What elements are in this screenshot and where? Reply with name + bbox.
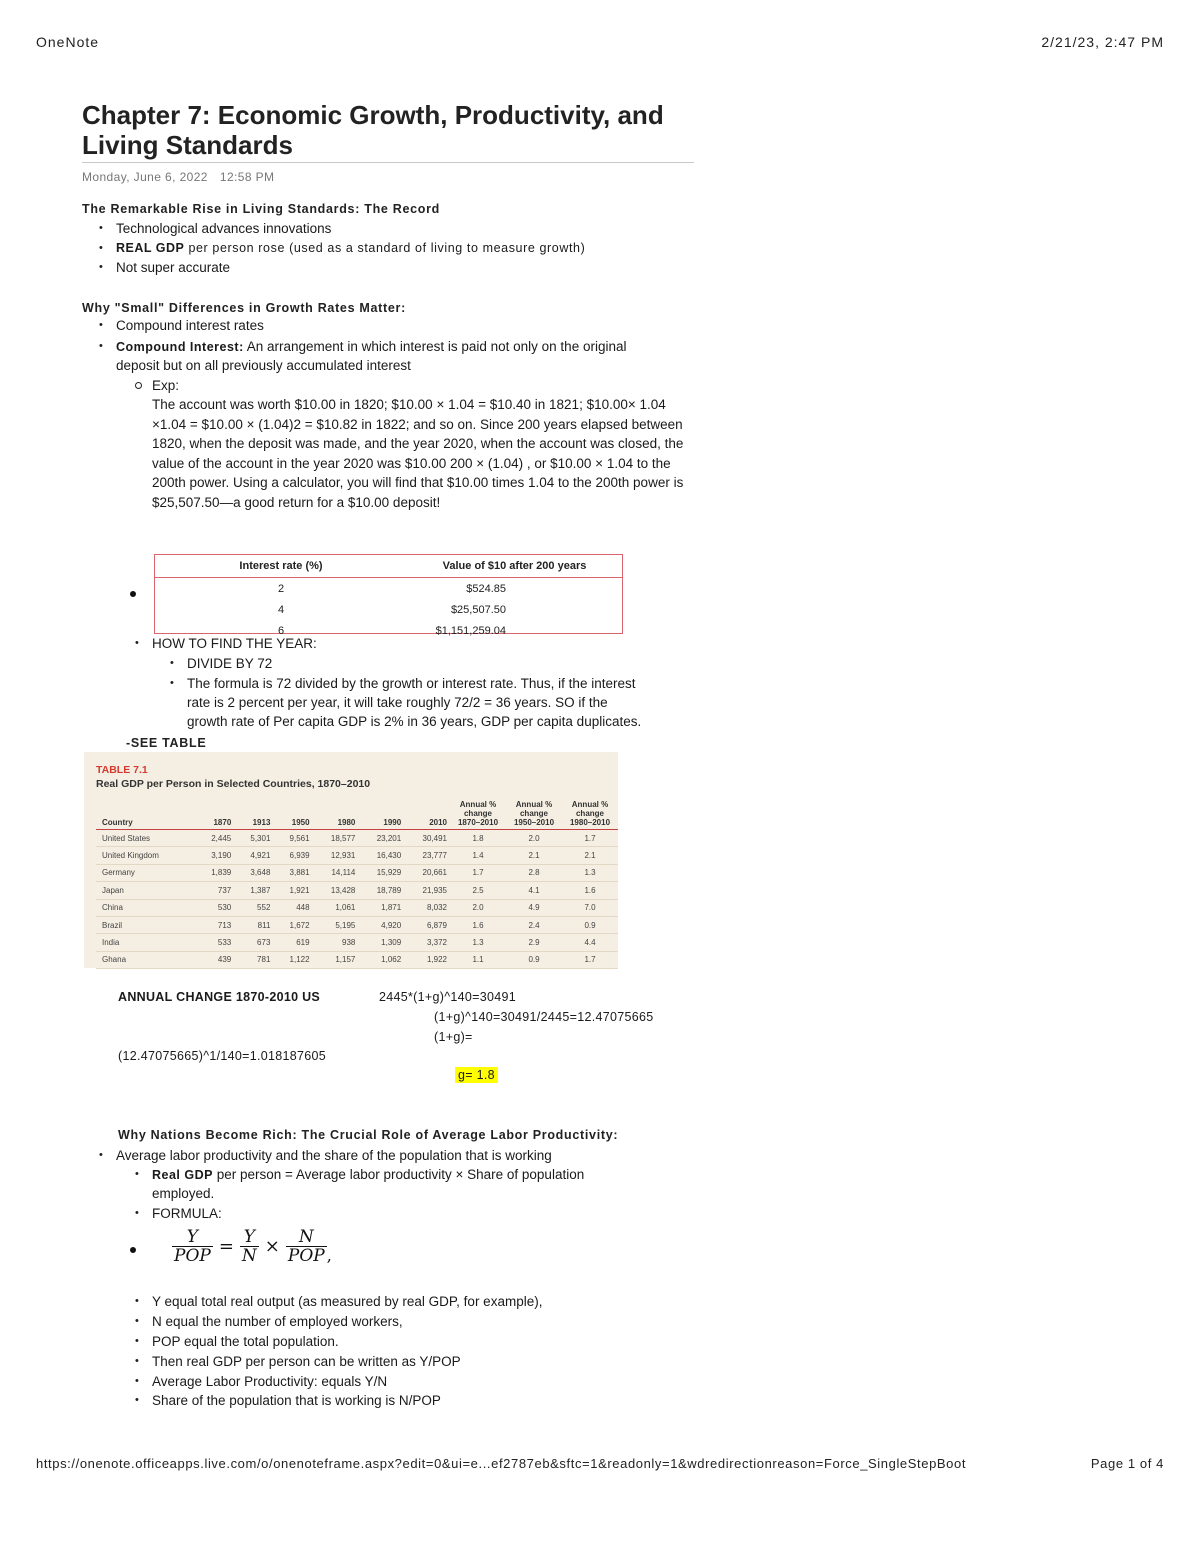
note-time: 12:58 PM xyxy=(219,170,275,184)
list-item: Then real GDP per person can be written as Y/POP xyxy=(152,1354,461,1369)
value-cell: 1.3 xyxy=(450,934,506,951)
calc-result-highlight: g= 1.8 xyxy=(455,1067,498,1083)
value-cell: 1,871 xyxy=(358,899,404,916)
section-heading-record: The Remarkable Rise in Living Standards: The Record xyxy=(82,202,441,216)
value-cell: 2.9 xyxy=(506,934,562,951)
term-text: An arrangement in which interest is paid not only on the original xyxy=(243,339,627,354)
value-cell: 6,939 xyxy=(273,847,312,864)
value-cell: 1.7 xyxy=(562,830,618,847)
value-cell: 1,921 xyxy=(273,882,312,899)
value-cell: 12,931 xyxy=(313,847,359,864)
bullet: • xyxy=(99,1149,103,1161)
list-item: N equal the number of employed workers, xyxy=(152,1314,403,1329)
value-cell: 448 xyxy=(273,899,312,916)
bullet: • xyxy=(170,677,174,689)
value-cell: 1,061 xyxy=(313,899,359,916)
list-item: FORMULA: xyxy=(152,1206,222,1221)
list-item: Not super accurate xyxy=(116,260,231,275)
list-item: The formula is 72 divided by the growth or interest rate. Thus, if the interest xyxy=(187,676,636,691)
see-table-note: -SEE TABLE xyxy=(126,736,207,750)
value-cell: 737 xyxy=(195,882,234,899)
col-header: Value of $10 after 200 years xyxy=(407,555,622,578)
bullet: • xyxy=(135,1394,139,1406)
table-row xyxy=(96,864,618,881)
example-paragraph: The account was worth $10.00 in 1820; $10.00 × 1.04 = $10.40 in 1821; $10.00× 1.04 ×1.04 = $10.00 × (1.04)2 = $10.82 in 1822; and so on. Since 200 years elapsed between 1820, when the deposit was made, and the year 2020, when the account was closed, the value of the account in the year 2020 was $10.00 200 × (1.04) , or $10.00 × 1.04 to the 200th power. Using a calculator, you will find that $10.00 times 1.04 to the 200th power is $25,507.50—a good return for a $10.00 deposit! xyxy=(152,397,684,510)
table-body xyxy=(96,830,618,969)
page-number: Page 1 of 4 xyxy=(1090,1456,1164,1471)
list-item: Technological advances innovations xyxy=(116,221,332,236)
table-row xyxy=(96,916,618,933)
note-date xyxy=(82,170,274,184)
list-item xyxy=(116,239,585,259)
value-cell: 2.8 xyxy=(506,864,562,881)
value-cell: 23,777 xyxy=(404,847,450,864)
col-header: 1913 xyxy=(234,800,273,830)
value-cell: 1,309 xyxy=(358,934,404,951)
note-day: Monday, June 6, 2022 xyxy=(82,170,208,184)
bullet: • xyxy=(135,637,139,649)
value-cell: 3,372 xyxy=(404,934,450,951)
bullet: • xyxy=(135,1207,139,1219)
value-cell: 1,122 xyxy=(273,951,312,968)
value-cell: 811 xyxy=(234,916,273,933)
cell: 2 xyxy=(277,582,285,595)
list-item xyxy=(116,337,626,358)
value-cell: 2.1 xyxy=(562,847,618,864)
numerator: Y xyxy=(186,1227,199,1247)
value-cell: 1.3 xyxy=(562,864,618,881)
section-heading-nations-rich: Why Nations Become Rich: The Crucial Role of Average Labor Productivity: xyxy=(118,1128,619,1142)
value-cell: 15,929 xyxy=(358,864,404,881)
term-text: per person = Average labor productivity × Share of population xyxy=(212,1167,585,1182)
fraction-n-pop xyxy=(286,1228,327,1265)
value-cell: 2.0 xyxy=(450,899,506,916)
col-header: 1990 xyxy=(358,800,404,830)
value-cell: 9,561 xyxy=(273,830,312,847)
country-cell: United Kingdom xyxy=(96,847,195,864)
hollow-bullet xyxy=(135,382,142,389)
value-cell: 8,032 xyxy=(404,899,450,916)
list-item: Share of the population that is working is N/POP xyxy=(152,1393,441,1408)
cell: $1,151,259.04 xyxy=(435,624,506,637)
value-cell: 2,445 xyxy=(195,830,234,847)
interest-table xyxy=(154,554,623,637)
value-cell: 4,920 xyxy=(358,916,404,933)
list-item: DIVIDE BY 72 xyxy=(187,656,273,671)
section-heading-growth-rates: Why "Small" Differences in Growth Rates Matter: xyxy=(82,301,406,315)
value-cell: 530 xyxy=(195,899,234,916)
value-cell: 673 xyxy=(234,934,273,951)
value-cell: 5,301 xyxy=(234,830,273,847)
bold-term: REAL GDP xyxy=(116,241,185,255)
fraction-y-pop xyxy=(172,1228,213,1265)
value-cell: 1,922 xyxy=(404,951,450,968)
calc-line: (12.47075665)^1/140=1.018187605 xyxy=(118,1049,327,1063)
bullet: • xyxy=(99,340,103,352)
bullet: • xyxy=(135,1335,139,1347)
value-cell: 5,195 xyxy=(313,916,359,933)
table-row xyxy=(96,899,618,916)
col-header: Country xyxy=(96,800,195,830)
cell: 4 xyxy=(277,603,285,616)
country-cell: United States xyxy=(96,830,195,847)
bullet: • xyxy=(135,1315,139,1327)
comma: , xyxy=(326,1246,332,1265)
value-cell: 1.8 xyxy=(450,830,506,847)
print-datetime: 2/21/23, 2:47 PM xyxy=(1041,34,1164,50)
value-cell: 4,921 xyxy=(234,847,273,864)
value-cell: 533 xyxy=(195,934,234,951)
table-7-1 xyxy=(84,752,618,968)
value-cell: 1.6 xyxy=(562,882,618,899)
list-item-continued: rate is 2 percent per year, it will take roughly 72/2 = 36 years. SO if the xyxy=(187,695,608,710)
list-item-continued: employed. xyxy=(152,1186,215,1201)
table-row xyxy=(96,882,618,899)
page-url: https://onenote.officeapps.live.com/o/onenoteframe.aspx?edit=0&ui=e...ef2787eb&sftc=1&readonly=1&wdredirectionreason=Force_SingleStepBoot xyxy=(36,1456,967,1471)
value-cell: 1,839 xyxy=(195,864,234,881)
app-name: OneNote xyxy=(36,34,100,50)
value-cell: 23,201 xyxy=(358,830,404,847)
bullet xyxy=(130,1247,136,1253)
col-header: Annual % change 1950–2010 xyxy=(506,800,562,830)
bullet: • xyxy=(135,1375,139,1387)
value-cell: 0.9 xyxy=(562,916,618,933)
times-sign: × xyxy=(264,1236,280,1257)
calc-result-wrap xyxy=(455,1068,498,1082)
value-cell: 0.9 xyxy=(506,951,562,968)
value-cell: 20,661 xyxy=(404,864,450,881)
col-header: Annual % change 1870–2010 xyxy=(450,800,506,830)
list-item: Average labor productivity and the share of the population that is working xyxy=(116,1148,552,1163)
value-cell: 13,428 xyxy=(313,882,359,899)
calc-line: (1+g)^140=30491/2445=12.47075665 xyxy=(434,1010,654,1024)
value-cell: 713 xyxy=(195,916,234,933)
productivity-formula xyxy=(172,1228,332,1265)
denominator: N xyxy=(241,1246,257,1266)
cell: 6 xyxy=(277,624,285,637)
table-row xyxy=(96,934,618,951)
table-row xyxy=(155,599,622,620)
example-label: Exp: xyxy=(152,378,180,393)
value-cell: 3,648 xyxy=(234,864,273,881)
col-header: 2010 xyxy=(404,800,450,830)
country-cell: Japan xyxy=(96,882,195,899)
list-item: Average Labor Productivity: equals Y/N xyxy=(152,1374,388,1389)
value-cell: 16,430 xyxy=(358,847,404,864)
calc-label: ANNUAL CHANGE 1870-2010 US xyxy=(118,990,321,1004)
value-cell: 30,491 xyxy=(404,830,450,847)
value-cell: 4.9 xyxy=(506,899,562,916)
col-header: Annual % change 1980–2010 xyxy=(562,800,618,830)
term-text: per person rose (used as a standard of living to measure growth) xyxy=(184,241,586,255)
col-header: 1870 xyxy=(195,800,234,830)
country-cell: China xyxy=(96,899,195,916)
value-cell: 7.0 xyxy=(562,899,618,916)
table-label: TABLE 7.1 xyxy=(96,764,148,776)
bullet xyxy=(130,591,136,597)
bullet: • xyxy=(170,657,174,669)
bullet: • xyxy=(99,261,103,273)
cell: $25,507.50 xyxy=(450,603,506,616)
value-cell: 2.0 xyxy=(506,830,562,847)
value-cell: 1,387 xyxy=(234,882,273,899)
value-cell: 2.1 xyxy=(506,847,562,864)
calc-line: (1+g)= xyxy=(434,1030,473,1044)
value-cell: 552 xyxy=(234,899,273,916)
value-cell: 4.4 xyxy=(562,934,618,951)
fraction-y-n xyxy=(240,1228,259,1265)
value-cell: 1,157 xyxy=(313,951,359,968)
value-cell: 619 xyxy=(273,934,312,951)
bullet: • xyxy=(99,319,103,331)
value-cell: 1,672 xyxy=(273,916,312,933)
country-cell: Germany xyxy=(96,864,195,881)
bullet: • xyxy=(99,222,103,234)
value-cell: 3,881 xyxy=(273,864,312,881)
numerator: Y xyxy=(243,1227,255,1247)
bullet: • xyxy=(135,1168,139,1180)
equals-sign: = xyxy=(218,1236,234,1257)
list-item: Compound interest rates xyxy=(116,318,264,333)
list-item-continued: growth rate of Per capita GDP is 2% in 36 years, GDP per capita duplicates. xyxy=(187,714,642,729)
col-header: 1980 xyxy=(313,800,359,830)
country-cell: Brazil xyxy=(96,916,195,933)
table-row xyxy=(96,847,618,864)
list-item-continued: deposit but on all previously accumulated interest xyxy=(116,358,411,373)
calc-line: 2445*(1+g)^140=30491 xyxy=(379,990,516,1004)
country-cell: India xyxy=(96,934,195,951)
col-header: Interest rate (%) xyxy=(155,555,407,578)
table-title: Real GDP per Person in Selected Countries, 1870–2010 xyxy=(96,778,371,790)
bullet: • xyxy=(99,242,103,254)
value-cell: 2.5 xyxy=(450,882,506,899)
value-cell: 2.4 xyxy=(506,916,562,933)
value-cell: 938 xyxy=(313,934,359,951)
value-cell: 4.1 xyxy=(506,882,562,899)
value-cell: 18,577 xyxy=(313,830,359,847)
value-cell: 21,935 xyxy=(404,882,450,899)
denominator: POP xyxy=(174,1246,211,1266)
col-header: 1950 xyxy=(273,800,312,830)
bold-term: Real GDP xyxy=(152,1168,213,1182)
value-cell: 14,114 xyxy=(313,864,359,881)
table-row xyxy=(155,578,622,600)
bullet: • xyxy=(135,1295,139,1307)
list-item xyxy=(152,1165,584,1186)
denominator: POP xyxy=(287,1246,325,1266)
value-cell: 1.7 xyxy=(450,864,506,881)
value-cell: 18,789 xyxy=(358,882,404,899)
value-cell: 3,190 xyxy=(195,847,234,864)
list-item: Y equal total real output (as measured by real GDP, for example), xyxy=(152,1294,543,1309)
value-cell: 1.1 xyxy=(450,951,506,968)
list-item: HOW TO FIND THE YEAR: xyxy=(152,636,317,651)
list-item: POP equal the total population. xyxy=(152,1334,339,1349)
table-row xyxy=(96,830,618,847)
cell: $524.85 xyxy=(466,582,506,595)
value-cell: 781 xyxy=(234,951,273,968)
page-title: Chapter 7: Economic Growth, Productivity, and Living Standards xyxy=(82,100,694,163)
country-cell: Ghana xyxy=(96,951,195,968)
value-cell: 439 xyxy=(195,951,234,968)
value-cell: 1.4 xyxy=(450,847,506,864)
bullet: • xyxy=(135,1355,139,1367)
table-row xyxy=(96,951,618,968)
numerator: N xyxy=(298,1227,314,1247)
value-cell: 1,062 xyxy=(358,951,404,968)
value-cell: 1.7 xyxy=(562,951,618,968)
value-cell: 6,879 xyxy=(404,916,450,933)
bold-term: Compound Interest: xyxy=(116,340,244,354)
value-cell: 1.6 xyxy=(450,916,506,933)
